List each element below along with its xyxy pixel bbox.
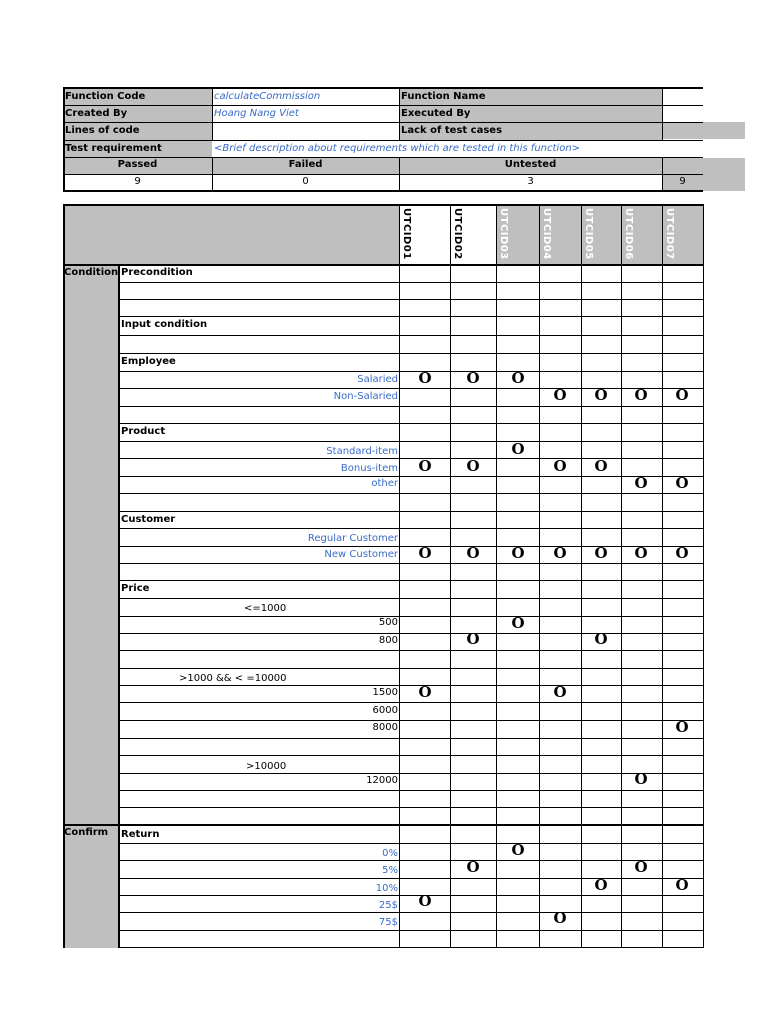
test-id-header: UTCID07 <box>664 208 675 260</box>
test-mark: O <box>634 544 648 562</box>
lines-of-code-label: Lines of code <box>65 125 140 136</box>
price-6000: 6000 <box>372 705 398 716</box>
product-label: Product <box>121 426 166 437</box>
non-salaried-label: Non-Salaried <box>333 391 398 402</box>
test-mark: O <box>466 369 480 387</box>
test-mark: O <box>511 614 525 632</box>
test-mark: O <box>553 386 567 404</box>
test-requirement-label: Test requirement <box>65 143 162 154</box>
test-mark: O <box>553 683 567 701</box>
salaried-label: Salaried <box>357 374 398 385</box>
function-code-label: Function Code <box>65 91 146 102</box>
test-mark: O <box>418 457 432 475</box>
test-mark: O <box>418 544 432 562</box>
return-25: 25$ <box>378 900 398 911</box>
confirm-label: Confirm <box>64 827 109 838</box>
test-mark: O <box>466 457 480 475</box>
test-mark: O <box>466 630 480 648</box>
test-mark: O <box>466 544 480 562</box>
test-mark: O <box>675 386 689 404</box>
failed-header: Failed <box>288 159 323 170</box>
test-mark: O <box>553 544 567 562</box>
test-id-header: UTCID02 <box>452 208 463 260</box>
matrix-header-fill <box>63 205 399 265</box>
test-mark: O <box>675 544 689 562</box>
price-range-3: >10000 <box>246 761 287 772</box>
test-mark: O <box>418 683 432 701</box>
test-id-header: UTCID05 <box>583 208 594 260</box>
passed-header: Passed <box>117 159 158 170</box>
test-mark: O <box>418 892 432 910</box>
test-mark: O <box>594 544 608 562</box>
test-mark: O <box>634 474 648 492</box>
created-by-label: Created By <box>65 108 128 119</box>
test-mark: O <box>634 858 648 876</box>
price-8000: 8000 <box>372 722 398 733</box>
test-mark: O <box>594 457 608 475</box>
price-800: 800 <box>378 635 398 646</box>
untested-count: 3 <box>527 176 534 187</box>
test-id-header: UTCID06 <box>623 208 634 260</box>
test-mark: O <box>634 386 648 404</box>
failed-count: 0 <box>302 176 309 187</box>
test-mark: O <box>594 630 608 648</box>
input-condition-label: Input condition <box>121 319 208 330</box>
test-mark: O <box>634 770 648 788</box>
test-mark: O <box>675 876 689 894</box>
test-mark: O <box>511 841 525 859</box>
lack-value-fill <box>662 122 745 139</box>
test-mark: O <box>418 369 432 387</box>
test-mark: O <box>553 909 567 927</box>
test-mark: O <box>594 386 608 404</box>
test-id-header: UTCID04 <box>541 208 552 260</box>
condition-label: Condition <box>64 267 119 278</box>
test-mark: O <box>675 474 689 492</box>
test-id-header: UTCID03 <box>498 208 509 260</box>
price-500: 500 <box>378 617 398 628</box>
return-5: 5% <box>382 865 398 876</box>
total-count: 9 <box>679 176 686 187</box>
return-label: Return <box>121 829 160 840</box>
test-mark: O <box>511 440 525 458</box>
side-label-fill <box>63 265 119 948</box>
test-mark: O <box>511 544 525 562</box>
new-customer-label: New Customer <box>324 549 398 560</box>
bonus-item-label: Bonus-item <box>340 463 398 474</box>
customer-label: Customer <box>121 514 176 525</box>
lack-of-test-cases-label: Lack of test cases <box>401 125 503 136</box>
return-75: 75$ <box>378 917 398 928</box>
function-code-value: calculateCommission <box>214 91 321 102</box>
standard-item-label: Standard-item <box>326 446 398 457</box>
test-mark: O <box>466 858 480 876</box>
employee-label: Employee <box>121 356 176 367</box>
price-12000: 12000 <box>366 775 398 786</box>
price-1500: 1500 <box>372 687 398 698</box>
test-mark: O <box>553 457 567 475</box>
test-mark: O <box>511 369 525 387</box>
precondition-label: Precondition <box>121 267 193 278</box>
passed-count: 9 <box>134 176 141 187</box>
created-by-value: Hoang Nang Viet <box>214 108 299 119</box>
test-mark: O <box>675 718 689 736</box>
test-requirement-value: <Brief description about requirements which are tested in this function> <box>214 143 581 154</box>
untested-header: Untested <box>504 159 557 170</box>
test-id-header: UTCID01 <box>401 208 412 260</box>
test-mark: O <box>594 876 608 894</box>
return-0: 0% <box>382 848 398 859</box>
return-10: 10% <box>375 883 398 894</box>
regular-customer-label: Regular Customer <box>307 533 398 544</box>
other-label: other <box>371 478 398 489</box>
price-range-2: >1000 && < =10000 <box>179 673 287 684</box>
function-name-label: Function Name <box>401 91 486 102</box>
executed-by-label: Executed By <box>401 108 471 119</box>
price-range-1: <=1000 <box>244 603 287 614</box>
price-label: Price <box>121 583 150 594</box>
